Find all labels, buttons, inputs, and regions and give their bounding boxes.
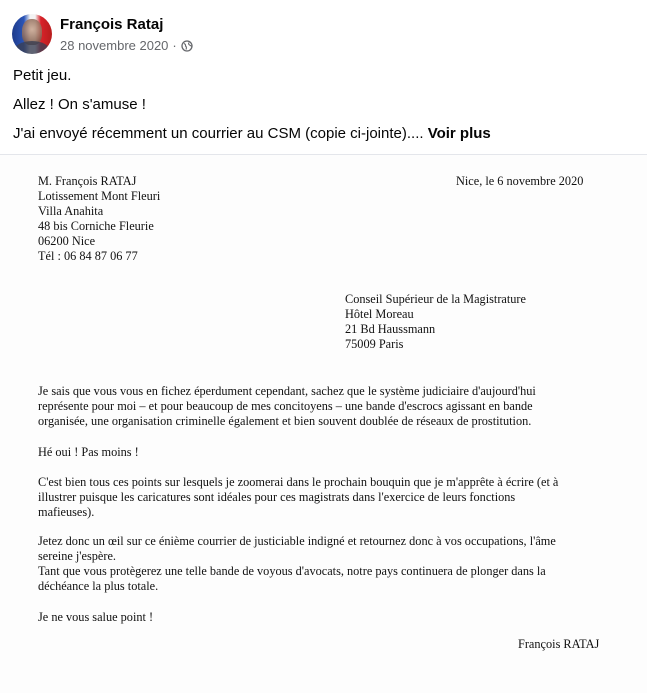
letter-sender-block <box>38 174 160 264</box>
post-line-1: Petit jeu. <box>13 67 72 84</box>
letter-date: Nice, le 6 novembre 2020 <box>456 174 584 188</box>
letter-line: C'est bien tous ces points sur lesquels je zoomerai dans le prochain bouquin que je m'apprête à écrire (et à <box>38 475 559 489</box>
post-text <box>13 66 633 153</box>
letter-line: Je sais que vous vous en fichez éperdument cependant, sachez que le système judiciaire d'aujourd'hui <box>38 384 536 398</box>
post-line-2: Allez ! On s'amuse ! <box>13 96 146 113</box>
letter-signature: François RATAJ <box>518 637 600 651</box>
author-name[interactable]: François Rataj <box>60 15 164 33</box>
letter-line: Je ne vous salue point ! <box>38 610 154 624</box>
letter-line: Villa Anahita <box>38 204 104 218</box>
post-subline <box>60 37 193 54</box>
letter-line: Hé oui ! Pas moins ! <box>38 445 139 459</box>
letter-line: Lotissement Mont Fleuri <box>38 189 161 203</box>
letter-recipient-block <box>345 292 526 352</box>
letter-line: Tant que vous protègerez une telle bande de voyous d'avocats, notre pays continuera de plonger dans la <box>38 564 546 578</box>
letter-line: Tél : 06 84 87 06 77 <box>38 249 138 263</box>
letter-line: Jetez donc un œil sur ce énième courrier de justiciable indigné et retournez donc à vos occupations, l'âme <box>38 534 556 548</box>
globe-icon[interactable] <box>181 39 193 51</box>
letter-line: M. François RATAJ <box>38 174 137 188</box>
letter-line: mafieuses). <box>38 505 95 519</box>
letter-line: 48 bis Corniche Fleurie <box>38 219 154 233</box>
letter-line: sereine j'espère. <box>38 549 117 563</box>
letter-line: 21 Bd Haussmann <box>345 322 436 336</box>
letter-line: 75009 Paris <box>345 337 404 351</box>
post-meta <box>60 15 193 54</box>
see-more-link[interactable]: Voir plus <box>427 125 491 142</box>
post-header <box>12 13 193 55</box>
letter-line: illustrer puisque les caricatures sont idéales pour ces magistrats dans l'exercice de leurs fonctions <box>38 490 516 504</box>
letter-paragraph-1 <box>38 384 608 429</box>
letter-line: organisée, une organisation criminelle également et bien souvent doublée de réseaux de prostitution. <box>38 414 532 428</box>
post-line-3-text: J'ai envoyé récemment un courrier au CSM (copie ci-jointe).... <box>13 125 424 142</box>
letter-line: Hôtel Moreau <box>345 307 414 321</box>
separator-dot: · <box>172 37 177 53</box>
post-date[interactable]: 28 novembre 2020 <box>60 37 169 53</box>
letter-paragraph-5 <box>38 610 608 625</box>
author-avatar[interactable] <box>12 14 52 54</box>
letter-line: représente pour moi – et pour beaucoup de mes concitoyens – une bande d'escrocs agissant en bande <box>38 399 533 413</box>
letter-line: Conseil Supérieur de la Magistrature <box>345 292 526 306</box>
letter-paragraph-4 <box>38 534 608 594</box>
letter-image[interactable] <box>0 155 647 693</box>
letter-line: déchéance la plus totale. <box>38 579 159 593</box>
letter-paragraph-3 <box>38 475 608 520</box>
post-line-3 <box>13 124 633 144</box>
letter-line: 06200 Nice <box>38 234 96 248</box>
letter-paragraph-2 <box>38 445 608 460</box>
